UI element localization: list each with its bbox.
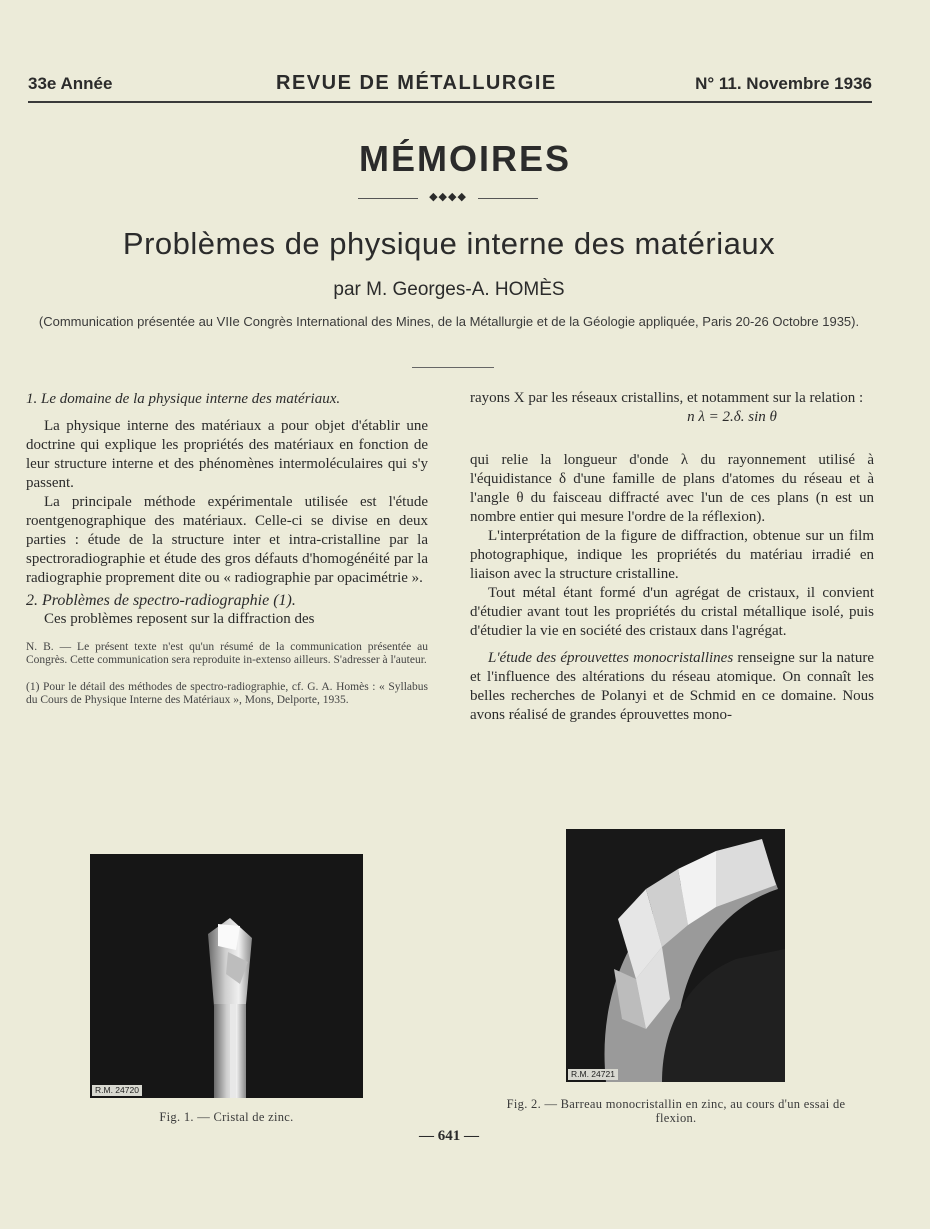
paragraph: La physique interne des matériaux a pour objet d'établir une doctrine qui explique les propriétés des matériaux en fonction de leur structure interne et des phénomènes intermoléculaires qui s'y passent. xyxy=(26,418,428,491)
title-rule xyxy=(412,367,494,368)
figure-1-photo xyxy=(90,854,363,1098)
article-title: Problèmes de physique interne des matériaux xyxy=(122,226,776,261)
running-header xyxy=(28,72,872,98)
footnote-1: (1) Pour le détail des méthodes de spectro-radiographie, cf. G. A. Homès : « Syllabus du Cours de Physique Interne des Matériaux », Mons, Delporte, 1935. xyxy=(26,681,428,706)
paragraph: L'interprétation de la figure de diffraction, obtenue sur un film photographique, indique les propriétés du matériau irradié en liaison avec la structure cristalline. xyxy=(470,528,874,582)
ornament-divider xyxy=(358,192,538,206)
issue-date: N° 11. Novembre 1936 xyxy=(695,74,872,93)
paragraph: rayons X par les réseaux cristallins, et notamment sur la relation : xyxy=(470,390,864,406)
figure-2-caption: Fig. 2. — Barreau monocristallin en zinc, au cours d'un essai de flexion. xyxy=(506,1097,846,1125)
figure-2-photo xyxy=(566,829,785,1082)
volume-year: 33e Année xyxy=(28,74,113,93)
figure-1-caption: Fig. 1. — Cristal de zinc. xyxy=(159,1110,294,1124)
paragraph-rest: renseigne sur la nature et l'influence des altérations du réseau atomique. On connaît les belles recherches de Polanyi et de Schmid en ce domaine. Nous avons réalisé de grandes éprouvettes mono- xyxy=(470,650,874,723)
page-number: — 641 — xyxy=(419,1128,479,1144)
section-title: MÉMOIRES xyxy=(358,138,571,179)
communication-note: (Communication présentée au VIIe Congrès International des Mines, de la Métallurgie et de la Géologie appliquée, Paris 20-26 Octobre 1935). xyxy=(38,314,860,329)
formula: n λ = 2.δ. sin θ xyxy=(687,409,777,425)
figure-2-label: R.M. 24721 xyxy=(568,1069,618,1080)
section-2-heading: 2. Problèmes de spectro-radiographie (1). xyxy=(26,592,296,609)
paragraph: Ces problèmes reposent sur la diffraction des xyxy=(44,611,315,627)
paragraph: qui relie la longueur d'onde λ du rayonnement utilisé à l'équidistance δ d'une famille de plans d'atomes du réseau et à l'angle θ du faisceau diffracté avec l'un de ces plans (n est un nombre entier qui mesure l'ordre de la réflexion). xyxy=(470,452,874,525)
section-1-heading: 1. Le domaine de la physique interne des matériaux. xyxy=(26,391,341,407)
paragraph: La principale méthode expérimentale utilisée est l'étude roentgenographique des matériaux. Celle-ci se divise en deux parties : étude de la structure inter et intra-cristalline par la spectroradiographie et étude des gros défauts d'homogénéité par la radiographie proprement dite ou « radiographie par opacimétrie ». xyxy=(26,494,428,586)
diamond-ornament-icon: ◆◆◆◆ xyxy=(429,190,467,203)
article-author: par M. Georges-A. HOMÈS xyxy=(333,279,565,300)
journal-name: REVUE DE MÉTALLURGIE xyxy=(276,72,557,94)
right-column xyxy=(470,389,874,725)
paragraph xyxy=(470,649,874,725)
figure-1-label: R.M. 24720 xyxy=(92,1085,142,1096)
left-column xyxy=(26,390,428,707)
paragraph: Tout métal étant formé d'un agrégat de cristaux, il convient d'étudier avant tout les propriétés du cristal métallique isolé, puis d'étudier la vie en société des cristaux dans l'agrégat. xyxy=(470,585,874,639)
footnote-nb: N. B. — Le présent texte n'est qu'un résumé de la communication présentée au Congrès. Cette communication sera reproduite in-extenso ailleurs. S'adresser à l'auteur. xyxy=(26,641,428,666)
emphasis: L'étude des éprouvettes monocristallines xyxy=(488,650,734,666)
header-rule xyxy=(28,101,872,103)
